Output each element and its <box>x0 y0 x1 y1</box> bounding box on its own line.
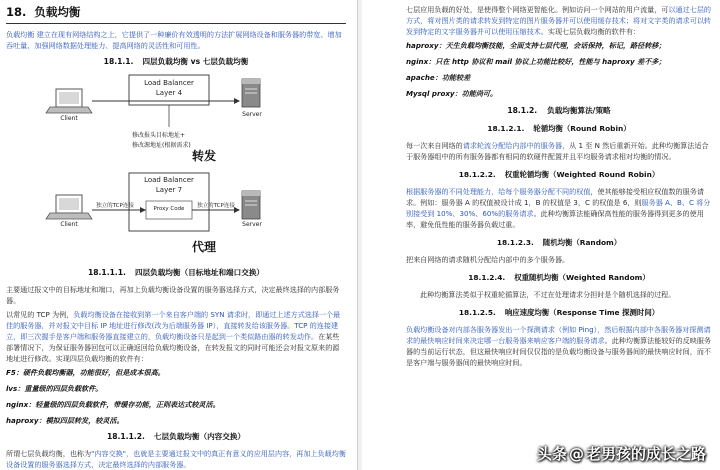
client-laptop-icon-1 <box>46 89 92 113</box>
l7-software-haproxy: haproxy：天生负载均衡技能，全面支持七层代理，会话保持，标记，路径转移； <box>406 41 666 50</box>
diagram-graphics <box>6 73 346 261</box>
algo-heading-weighted-random: 18.1.2.4. 权重随机均衡（Weighted Random） <box>468 273 650 282</box>
tcp-label-1: 独立的TCP连接 <box>96 203 134 209</box>
l4-software-lvs: lvs：重量级的四层负载软件。 <box>6 384 103 393</box>
l4-software-nginx: nginx：轻量级的四层负载软件，带缓存功能，正则表达式较灵活。 <box>6 400 220 409</box>
server-icon-2 <box>242 191 260 219</box>
algo-weighted-round-robin-text: 根据服务器的不同处理能力，给每个服务器分配不同的权值，使其能够接受相应权值数的服务请求。例如：服务器 A 的权值被设计成 1，B 的权值是 3，C 的权值是 6，则服务器 A、B、C 将分别接受到 10%、30%、60%的服务请求。此种均衡算法能确保高性能的服务器得到更多的使用率，避免低性能的服务器负载过重。 <box>406 187 711 229</box>
chapter-number: 18. <box>6 5 27 19</box>
l4-paragraph-1: 主要通过报文中的目标地址和端口，再加上负载均衡设备设置的服务器选择方式，决定最终选择的内部服务器。 <box>6 285 340 305</box>
left-page <box>0 0 354 470</box>
watermark-at: @ <box>568 444 584 463</box>
watermark-prefix: 头条 <box>536 445 567 463</box>
section-heading-18-1-1-2: 18.1.1.2. 七层负载均衡（内容交换） <box>106 432 246 441</box>
l4-software-f5: F5：硬件负载均衡器，功能很好，但是成本很高。 <box>6 368 165 377</box>
l7-paragraph: 所谓七层负载均衡，也称为"内容交换"，也就是主要通过报文中的真正有意义的应用层内容，再加上负载均衡设备设置的服务器选择方式，决定最终选择的内部服务器。 <box>6 449 346 469</box>
algo-weighted-random-text: 此种均衡算法类似于权重轮循算法，不过在处理请求分担时是个随机选择的过程。 <box>420 290 676 299</box>
lb7-label-1: Load Balancer <box>144 176 194 184</box>
intro-paragraph: 负载均衡 建立在现有网络结构之上，它提供了一种廉价有效透明的方法扩展网络设备和服务器的带宽、增加吞吐量、加强网络数据处理能力、提高网络的灵活性和可用性。 <box>6 30 342 50</box>
l7-benefit-paragraph: 七层应用负载的好处，是使得整个网络更智能化。例如访问一个网站的用户流量，可以通过七层的方式，将对图片类的请求转发到特定的图片服务器并可以使用缓存技术；将对文字类的请求可以转发到特定的文字服务器并可以使用压缩技术。实现七层负载均衡的软件有： <box>406 5 712 36</box>
modify-label-1: 修改报头目标地址+ <box>132 132 186 139</box>
lb4-label-2: Layer 4 <box>155 89 183 97</box>
section-heading-18-1-1: 18.1.1. 四层负载均衡 vs 七层负载均衡 <box>103 57 249 66</box>
lb-layer-diagram <box>6 73 346 261</box>
algo-heading-response-time: 18.1.2.5. 响应速度均衡（Response Time 探测时间） <box>458 308 660 317</box>
algo-heading-round-robin: 18.1.2.1. 轮循均衡（Round Robin） <box>487 124 631 133</box>
l4-paragraph-2: 以常见的 TCP 为例，负载均衡设备在接收到第一个来自客户端的 SYN 请求时，即通过上述方式选择一个最佳的服务器，并对报文中目标 IP 地址进行修改(改为后端服务器 IP），直接转发给该服务器。TCP 的连接建立，即三次握手是客户端和服务器直接建立的，负载均衡设备只是起到一个类似路由器的转发动作。在某些部署情况下，为保证服务器回包可以正确返回给负载均衡设备，在转发报文的同时可能还会对报文原来的源地址进行修改。实现四层负载均衡的软件有： <box>6 310 341 363</box>
algo-heading-weighted-round-robin: 18.1.2.2. 权重轮循均衡（Weighted Round Robin） <box>458 170 660 179</box>
chapter-heading <box>6 4 346 24</box>
forward-label: 转发 <box>192 149 217 163</box>
algo-random-text: 把来自网络的请求随机分配给内部中的多个服务器。 <box>406 255 570 264</box>
section-heading-18-1-1-1: 18.1.1.1. 四层负载均衡（目标地址和端口交换） <box>87 268 265 277</box>
algo-round-robin-text: 每一次来自网络的请求轮流分配给内部中的服务器，从 1 至 N 然后重新开始。此种均衡算法适合于服务器组中的所有服务器都有相同的软硬件配置并且平均服务请求相对均衡的情况。 <box>406 141 709 161</box>
watermark-name: 老男孩的成长之路 <box>585 445 706 463</box>
server-label-2: Server <box>242 221 262 228</box>
tcp-label-2: 独立的TCP连接 <box>197 203 235 209</box>
server-icon-1 <box>242 79 260 107</box>
section-heading-18-1-2: 18.1.2. 负载均衡算法/策略 <box>507 106 611 115</box>
client-laptop-icon-2 <box>46 195 92 219</box>
server-label-1: Server <box>242 111 262 118</box>
algo-response-time-text: 负载均衡设备对内部各服务器发出一个探测请求（例如 Ping），然后根据内部中各服务器对探测请求的最快响应时间来决定哪一台服务器来响应客户端的服务请求。此种均衡算法能较好的反映服务器的当前运行状态，但这最快响应时间仅仅指的是负载均衡设备与服务器间的最快响应时间，而不是客户端与服务器间的最快响应时间。 <box>406 325 712 367</box>
right-page <box>362 0 720 470</box>
l7-software-mysql-proxy: Mysql proxy：功能尚可。 <box>406 89 498 98</box>
algo-heading-random: 18.1.2.3. 随机均衡（Random） <box>496 238 622 247</box>
l7-software-apache: apache：功能较差 <box>406 73 471 82</box>
l7-software-nginx: nginx：只在 http 协议和 mail 协议上功能比较好，性能与 haproxy 差不多； <box>406 57 666 66</box>
toutiao-watermark <box>537 443 706 464</box>
client-label-2: Client <box>60 221 78 228</box>
proxy-big-label: 代理 <box>192 240 217 254</box>
lb7-label-2: Layer 7 <box>155 186 183 194</box>
modify-label-2: 修改源地址(根据需求) <box>132 142 191 149</box>
chapter-title: 负载均衡 <box>34 5 81 19</box>
proxy-label: Proxy Code <box>153 206 185 212</box>
l4-software-haproxy: haproxy：模拟四层转发，较灵活。 <box>6 416 124 425</box>
lb4-label-1: Load Balancer <box>144 79 194 87</box>
client-label-1: Client <box>60 115 78 122</box>
